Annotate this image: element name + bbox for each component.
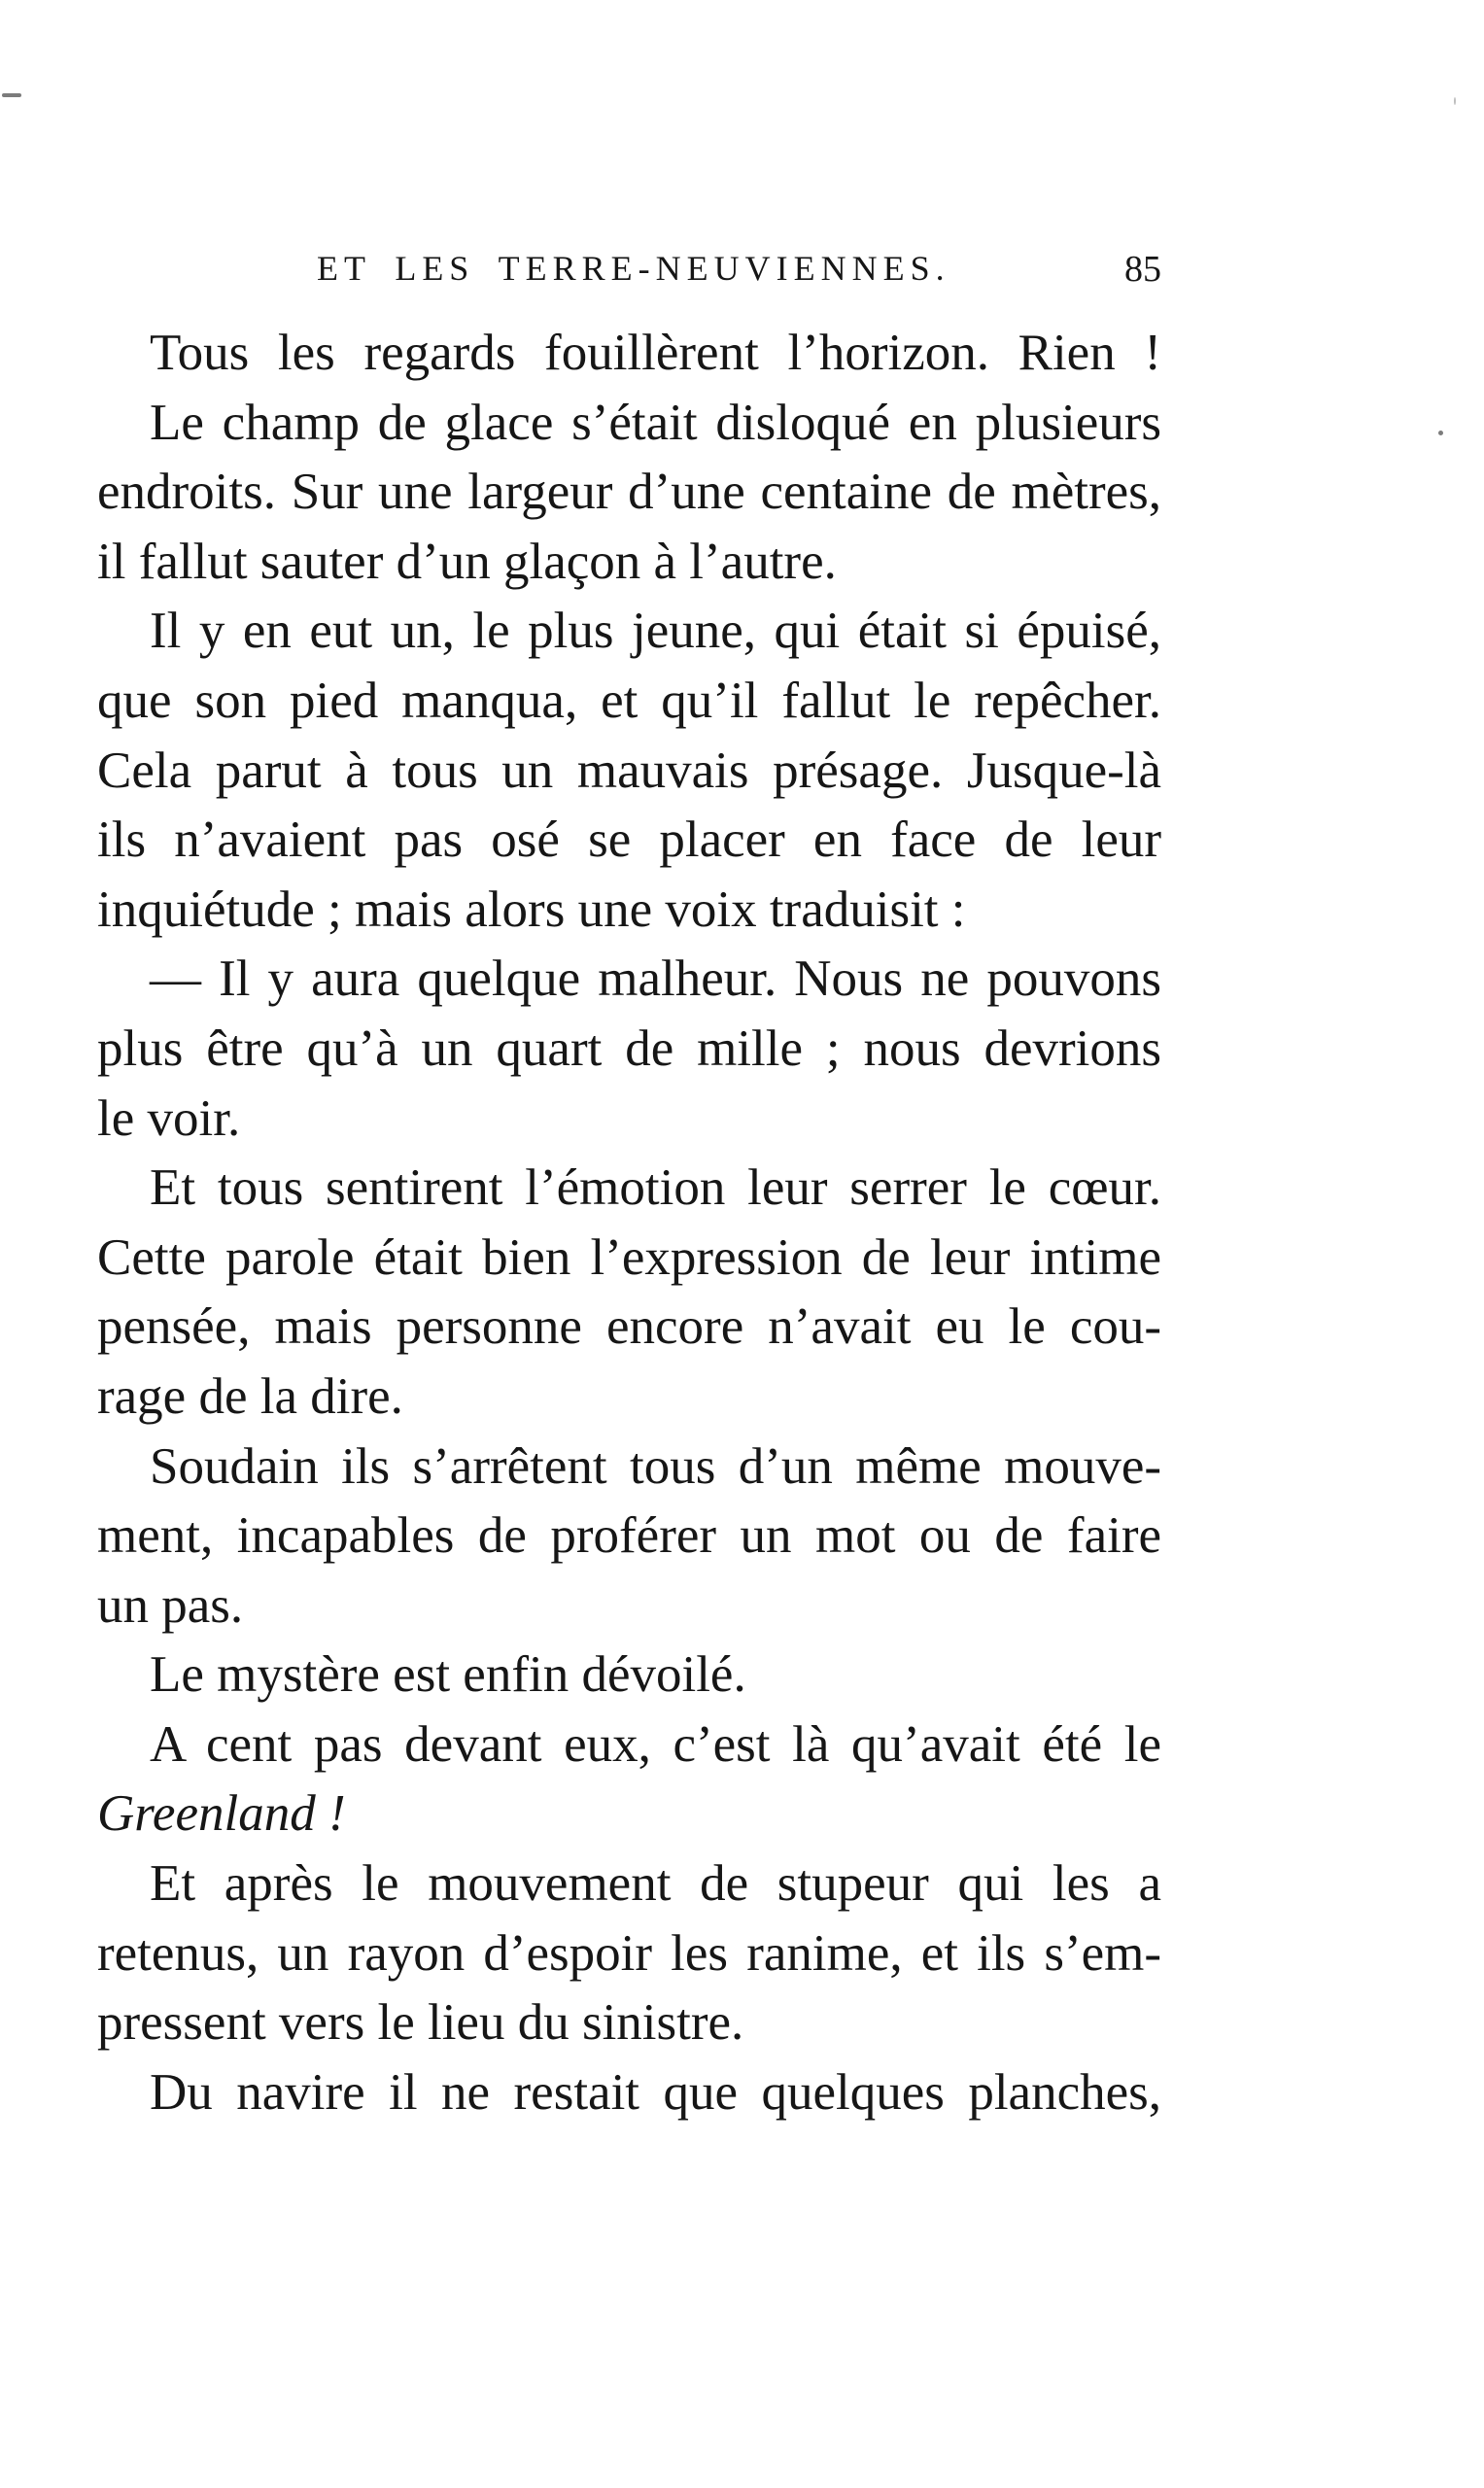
text-line: un pas. — [97, 1576, 244, 1634]
text-line: Le champ de glace s’était disloqué en plusieurs — [150, 394, 1161, 451]
text-line: Tous les regards fouillèrent l’horizon. Rien ! — [150, 325, 1161, 381]
paper-speck — [1438, 431, 1443, 435]
body-text — [97, 319, 1161, 2127]
text-line: pressent vers le lieu du sinistre. — [97, 1994, 744, 2052]
paper-speck — [1454, 97, 1456, 105]
text-line: Il y en eut un, le plus jeune, qui était si épuisé, — [150, 603, 1161, 660]
page-header — [97, 248, 1161, 306]
text-line: ils n’avaient pas osé se placer en face de leur — [97, 812, 1161, 869]
text-line: — Il y aura quelque malheur. Nous ne pouvons — [150, 950, 1161, 1008]
text-line: A cent pas devant eux, c’est là qu’avait été le — [150, 1715, 1161, 1773]
text-line: plus être qu’à un quart de mille ; nous devrions — [97, 1019, 1161, 1077]
text-line: Du navire il ne restait que quelques planches, — [150, 2063, 1161, 2121]
text-line: Le mystère est enfin dévoilé. — [150, 1646, 746, 1704]
text-line: Cela parut à tous un mauvais présage. Jusque-là — [97, 742, 1161, 799]
text-line: Et tous sentirent l’émotion leur serrer le cœur. — [150, 1159, 1161, 1217]
text-line: Et après le mouvement de stupeur qui les a — [150, 1855, 1161, 1913]
text-line: que son pied manqua, et qu’il fallut le repêcher. — [97, 672, 1161, 729]
text-line: pensée, mais personne encore n’avait eu le cou- — [97, 1298, 1161, 1356]
text-line: Soudain ils s’arrêtent tous d’un même mouve- — [150, 1437, 1161, 1495]
text-line: il fallut sauter d’un glaçon à l’autre. — [97, 533, 837, 590]
text-line: retenus, un rayon d’espoir les ranime, et ils s’em- — [97, 1924, 1161, 1982]
text-line: rage de la dire. — [97, 1367, 403, 1425]
text-line: Cette parole était bien l’expression de leur intime — [97, 1228, 1161, 1286]
page-number: 85 — [1124, 249, 1161, 290]
text-line: ment, incapables de proférer un mot ou de faire — [97, 1507, 1161, 1565]
running-head: ET LES TERRE-NEUVIENNES. — [317, 249, 950, 288]
text-line: le voir. — [97, 1089, 241, 1147]
text-line: inquiétude ; mais alors une voix traduisit : — [97, 881, 966, 938]
text-line: endroits. Sur une largeur d’une centaine de mètres, — [97, 464, 1161, 521]
text-line-italic: Greenland ! — [97, 1785, 346, 1843]
paper-speck — [2, 93, 21, 97]
